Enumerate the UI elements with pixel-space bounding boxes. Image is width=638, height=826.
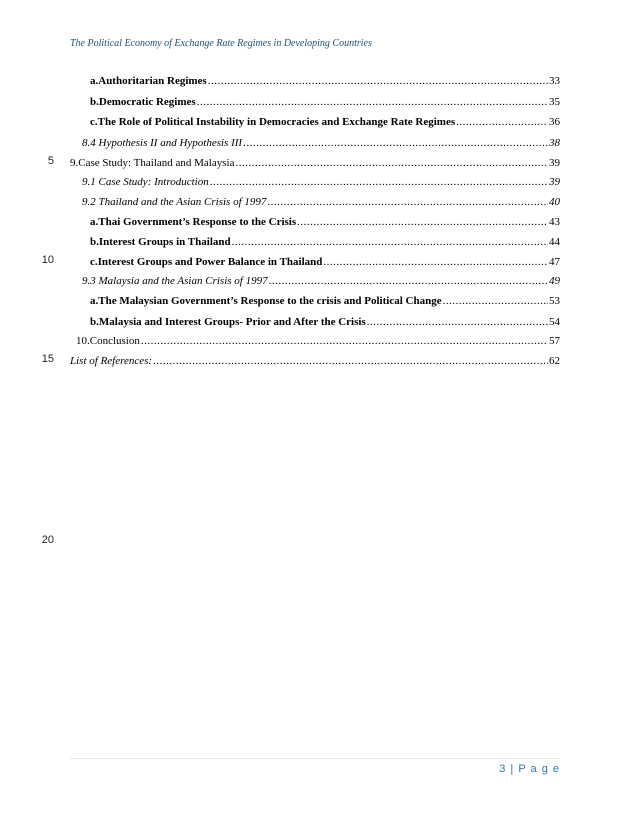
- toc-entry-label: List of References:: [70, 355, 153, 367]
- toc-entry-page: 39: [549, 157, 560, 169]
- toc-entry[interactable]: [90, 94, 560, 110]
- toc-leader-dots: [297, 214, 548, 230]
- toc-entry-label: Malaysia and Interest Groups- Prior and After the Crisis: [98, 316, 366, 328]
- toc-entry[interactable]: [70, 155, 560, 171]
- toc-entry[interactable]: [82, 194, 560, 210]
- line-number: 10: [41, 254, 54, 266]
- running-header: The Political Economy of Exchange Rate Regimes in Developing Countries: [70, 38, 372, 49]
- toc-entry-page: 33: [549, 75, 560, 87]
- toc-entry[interactable]: [90, 234, 560, 250]
- toc-leader-dots: [141, 333, 548, 349]
- toc-entry-label: Authoritarian Regimes: [98, 75, 207, 87]
- toc-entry[interactable]: [90, 254, 560, 270]
- toc-entry-number: 9.: [70, 157, 79, 169]
- toc-entry[interactable]: [82, 135, 560, 151]
- toc-entry-label: 9.1 Case Study: Introduction: [82, 176, 209, 188]
- toc-entry-label: Democratic Regimes: [98, 96, 196, 108]
- toc-entry-number: 10.: [76, 335, 90, 347]
- toc-entry-number: a.: [90, 75, 99, 87]
- toc-leader-dots: [267, 194, 548, 210]
- toc-leader-dots: [456, 114, 548, 130]
- toc-entry-label: The Malaysian Government’s Response to the crisis and Political Change: [98, 295, 442, 307]
- toc-entry[interactable]: [90, 293, 560, 309]
- toc-entry-number: c.: [90, 116, 98, 128]
- toc-leader-dots: [235, 155, 548, 171]
- toc-entry-label: 9.2 Thailand and the Asian Crisis of 1997: [82, 196, 267, 208]
- toc-entry-label: Interest Groups in Thailand: [98, 236, 231, 248]
- toc-entry[interactable]: [90, 114, 560, 130]
- toc-entry-page: 57: [549, 335, 560, 347]
- toc-leader-dots: [197, 94, 548, 110]
- toc-leader-dots: [269, 273, 548, 289]
- toc-entry[interactable]: [90, 314, 560, 330]
- toc-entry-page: 62: [549, 355, 560, 367]
- toc-entry-label: The Role of Political Instability in Democracies and Exchange Rate Regimes: [97, 116, 456, 128]
- toc-entry[interactable]: [82, 174, 560, 190]
- toc-entry-label: Conclusion: [89, 335, 140, 347]
- toc-entry-label: 8.4 Hypothesis II and Hypothesis III: [82, 137, 243, 149]
- toc-leader-dots: [210, 174, 548, 190]
- toc-entry-page: 44: [549, 236, 560, 248]
- toc-leader-dots: [367, 314, 548, 330]
- toc-entry-label: Interest Groups and Power Balance in Thailand: [97, 256, 323, 268]
- line-number: 15: [41, 353, 54, 365]
- toc-entry-page: 49: [549, 275, 560, 287]
- toc-entry-number: a.: [90, 295, 99, 307]
- footer-divider: [70, 758, 560, 759]
- toc-entry-page: 38: [549, 137, 560, 149]
- toc-entry-label: 9.3 Malaysia and the Asian Crisis of 1997: [82, 275, 268, 287]
- toc-entry-page: 35: [549, 96, 560, 108]
- page-number: 3 | P a g e: [499, 763, 560, 775]
- toc-entry-number: b.: [90, 236, 99, 248]
- toc-entry[interactable]: [90, 214, 560, 230]
- line-number: 5: [47, 155, 54, 167]
- toc-entry-label: Thai Government’s Response to the Crisis: [98, 216, 297, 228]
- toc-entry-page: 43: [549, 216, 560, 228]
- toc-entry-number: b.: [90, 316, 99, 328]
- toc-entry[interactable]: [90, 73, 560, 89]
- toc-entry-page: 36: [549, 116, 560, 128]
- toc-leader-dots: [153, 353, 548, 369]
- toc-entry-page: 39: [549, 176, 560, 188]
- toc-leader-dots: [232, 234, 548, 250]
- toc-entry-label: Case Study: Thailand and Malaysia: [78, 157, 235, 169]
- toc-entry-number: c.: [90, 256, 98, 268]
- toc-entry[interactable]: [70, 353, 560, 369]
- toc-entry-page: 53: [549, 295, 560, 307]
- line-number: 20: [41, 534, 54, 546]
- toc-entry-page: 47: [549, 256, 560, 268]
- toc-entry[interactable]: [82, 273, 560, 289]
- toc-leader-dots: [243, 135, 548, 151]
- toc-leader-dots: [323, 254, 548, 270]
- toc-entry-number: a.: [90, 216, 99, 228]
- toc-entry-page: 40: [549, 196, 560, 208]
- toc-leader-dots: [443, 293, 548, 309]
- toc-entry[interactable]: [76, 333, 560, 349]
- toc-entry-number: b.: [90, 96, 99, 108]
- toc-leader-dots: [208, 73, 548, 89]
- toc-entry-page: 54: [549, 316, 560, 328]
